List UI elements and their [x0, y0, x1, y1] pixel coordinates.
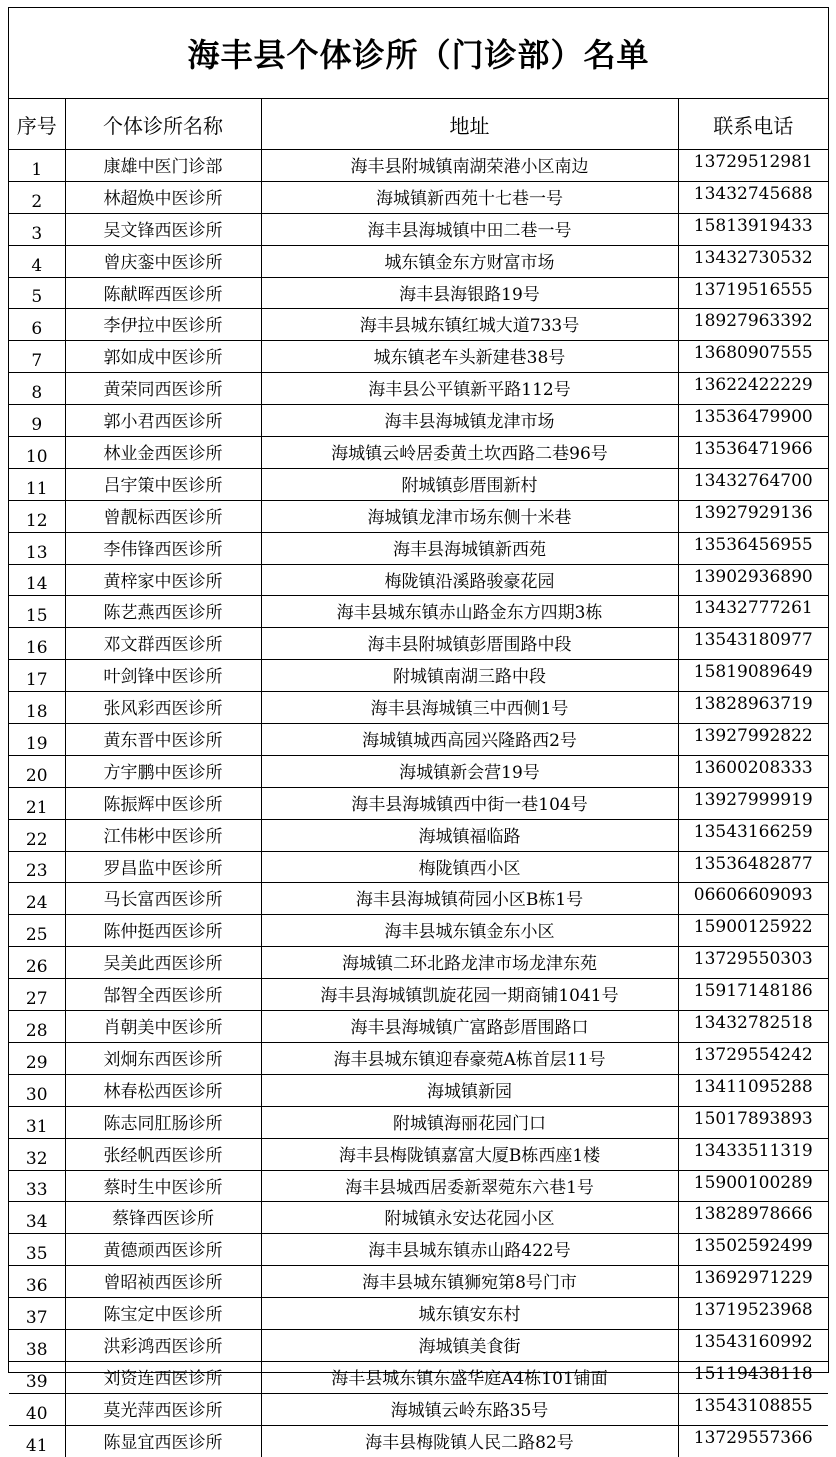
table-row	[9, 1266, 828, 1298]
page-title: 海丰县个体诊所（门诊部）名单	[9, 8, 828, 99]
row-no: 23	[9, 851, 65, 883]
row-phone: 13536456955	[678, 532, 828, 564]
row-clinic-name: 曾靓标西医诊所	[65, 500, 261, 532]
row-phone: 13622422229	[678, 373, 828, 405]
row-address: 海丰县附城镇彭厝围路中段	[261, 628, 678, 660]
row-address: 海丰县海城镇三中西侧1号	[261, 692, 678, 724]
header-name: 个体诊所名称	[65, 99, 261, 150]
clinic-list-sheet	[8, 7, 829, 1456]
row-clinic-name: 陈志同肛肠诊所	[65, 1106, 261, 1138]
row-address: 海丰县城东镇赤山路金东方四期3栋	[261, 596, 678, 628]
table-row	[9, 660, 828, 692]
row-phone: 15813919433	[678, 213, 828, 245]
table-row	[9, 1393, 828, 1425]
row-clinic-name: 陈仲挺西医诊所	[65, 915, 261, 947]
row-address: 城东镇安东村	[261, 1298, 678, 1330]
row-no: 14	[9, 564, 65, 596]
row-no: 33	[9, 1170, 65, 1202]
row-no: 22	[9, 819, 65, 851]
table-row	[9, 150, 828, 182]
row-clinic-name: 张风彩西医诊所	[65, 692, 261, 724]
table-row	[9, 500, 828, 532]
row-clinic-name: 吴文锋西医诊所	[65, 213, 261, 245]
row-phone: 13543166259	[678, 819, 828, 851]
row-phone: 13433511319	[678, 1138, 828, 1170]
table-row	[9, 245, 828, 277]
row-phone: 13543180977	[678, 628, 828, 660]
row-address: 海丰县海城镇新西苑	[261, 532, 678, 564]
row-clinic-name: 罗昌监中医诊所	[65, 851, 261, 883]
row-no: 15	[9, 596, 65, 628]
row-phone: 13543160992	[678, 1329, 828, 1361]
row-address: 海城镇城西高园兴隆路西2号	[261, 724, 678, 756]
row-phone: 13536482877	[678, 851, 828, 883]
row-address: 附城镇南湖三路中段	[261, 660, 678, 692]
row-phone: 15917148186	[678, 979, 828, 1011]
row-clinic-name: 陈宝定中医诊所	[65, 1298, 261, 1330]
row-phone: 13927929136	[678, 500, 828, 532]
table-row	[9, 277, 828, 309]
row-no: 18	[9, 692, 65, 724]
row-no: 17	[9, 660, 65, 692]
row-phone: 13432730532	[678, 245, 828, 277]
row-no: 5	[9, 277, 65, 309]
row-clinic-name: 肖朝美中医诊所	[65, 1011, 261, 1043]
row-address: 城东镇老车头新建巷38号	[261, 341, 678, 373]
row-phone: 13729554242	[678, 1042, 828, 1074]
table-row	[9, 1138, 828, 1170]
table-row	[9, 564, 828, 596]
row-phone: 13432782518	[678, 1011, 828, 1043]
row-clinic-name: 刘资连西医诊所	[65, 1361, 261, 1393]
row-address: 附城镇彭厝围新村	[261, 468, 678, 500]
row-clinic-name: 莫光萍西医诊所	[65, 1393, 261, 1425]
row-address: 梅陇镇西小区	[261, 851, 678, 883]
row-clinic-name: 康雄中医门诊部	[65, 150, 261, 182]
row-clinic-name: 曾昭祯西医诊所	[65, 1266, 261, 1298]
row-no: 20	[9, 755, 65, 787]
row-no: 34	[9, 1202, 65, 1234]
row-clinic-name: 陈振辉中医诊所	[65, 787, 261, 819]
row-clinic-name: 郭小君西医诊所	[65, 405, 261, 437]
table-row	[9, 468, 828, 500]
row-address: 海丰县海城镇广富路彭厝围路口	[261, 1011, 678, 1043]
row-address: 海城镇云岭东路35号	[261, 1393, 678, 1425]
row-no: 31	[9, 1106, 65, 1138]
row-address: 附城镇永安达花园小区	[261, 1202, 678, 1234]
row-no: 35	[9, 1234, 65, 1266]
row-phone: 13600208333	[678, 755, 828, 787]
table-row	[9, 883, 828, 915]
row-no: 39	[9, 1361, 65, 1393]
row-phone: 15900100289	[678, 1170, 828, 1202]
table-row	[9, 1425, 828, 1456]
row-address: 海丰县海城镇荷园小区B栋1号	[261, 883, 678, 915]
row-clinic-name: 李伊拉中医诊所	[65, 309, 261, 341]
row-phone: 15819089649	[678, 660, 828, 692]
row-no: 24	[9, 883, 65, 915]
row-clinic-name: 邓文群西医诊所	[65, 628, 261, 660]
row-address: 海城镇云岭居委黄土坎西路二巷96号	[261, 437, 678, 469]
row-clinic-name: 李伟锋西医诊所	[65, 532, 261, 564]
row-no: 29	[9, 1042, 65, 1074]
row-no: 21	[9, 787, 65, 819]
row-clinic-name: 洪彩鸿西医诊所	[65, 1329, 261, 1361]
row-clinic-name: 吕宇策中医诊所	[65, 468, 261, 500]
row-phone: 06606609093	[678, 883, 828, 915]
row-no: 19	[9, 724, 65, 756]
row-address: 海丰县城西居委新翠菀东六巷1号	[261, 1170, 678, 1202]
row-address: 海城镇二环北路龙津市场龙津东苑	[261, 947, 678, 979]
row-address: 海丰县附城镇南湖荣港小区南边	[261, 150, 678, 182]
row-clinic-name: 张经帆西医诊所	[65, 1138, 261, 1170]
table-row	[9, 373, 828, 405]
row-phone: 18927963392	[678, 309, 828, 341]
row-no: 12	[9, 500, 65, 532]
row-clinic-name: 叶剑锋中医诊所	[65, 660, 261, 692]
table-row	[9, 1298, 828, 1330]
row-no: 32	[9, 1138, 65, 1170]
clinic-table	[9, 99, 828, 1457]
row-address: 海丰县城东镇狮宛第8号门市	[261, 1266, 678, 1298]
row-address: 城东镇金东方财富市场	[261, 245, 678, 277]
row-address: 海城镇新园	[261, 1074, 678, 1106]
table-row	[9, 596, 828, 628]
table-row	[9, 947, 828, 979]
row-no: 16	[9, 628, 65, 660]
row-no: 37	[9, 1298, 65, 1330]
table-row	[9, 1202, 828, 1234]
table-row	[9, 1074, 828, 1106]
row-no: 36	[9, 1266, 65, 1298]
row-no: 1	[9, 150, 65, 182]
row-clinic-name: 林业金西医诊所	[65, 437, 261, 469]
table-row	[9, 1106, 828, 1138]
row-clinic-name: 黄梓家中医诊所	[65, 564, 261, 596]
row-no: 11	[9, 468, 65, 500]
row-no: 9	[9, 405, 65, 437]
row-phone: 13432777261	[678, 596, 828, 628]
row-phone: 13432745688	[678, 181, 828, 213]
row-phone: 13828978666	[678, 1202, 828, 1234]
row-address: 海丰县城东镇东盛华庭A4栋101铺面	[261, 1361, 678, 1393]
row-phone: 13729550303	[678, 947, 828, 979]
row-phone: 13411095288	[678, 1074, 828, 1106]
row-phone: 15119438118	[678, 1361, 828, 1393]
row-phone: 15017893893	[678, 1106, 828, 1138]
row-clinic-name: 陈显宜西医诊所	[65, 1425, 261, 1456]
row-no: 26	[9, 947, 65, 979]
row-clinic-name: 郜智全西医诊所	[65, 979, 261, 1011]
row-address: 海丰县海城镇中田二巷一号	[261, 213, 678, 245]
row-clinic-name: 蔡时生中医诊所	[65, 1170, 261, 1202]
row-clinic-name: 陈艺燕西医诊所	[65, 596, 261, 628]
row-no: 4	[9, 245, 65, 277]
row-phone: 13729557366	[678, 1425, 828, 1456]
row-phone: 13927992822	[678, 724, 828, 756]
row-clinic-name: 黄东晋中医诊所	[65, 724, 261, 756]
header-address: 地址	[261, 99, 678, 150]
table-row	[9, 724, 828, 756]
table-row	[9, 628, 828, 660]
table-row	[9, 532, 828, 564]
row-address: 海丰县海城镇凯旋花园一期商铺1041号	[261, 979, 678, 1011]
row-no: 30	[9, 1074, 65, 1106]
table-row	[9, 181, 828, 213]
header-no: 序号	[9, 99, 65, 150]
table-row	[9, 1329, 828, 1361]
row-clinic-name: 曾庆銮中医诊所	[65, 245, 261, 277]
row-phone: 13927999919	[678, 787, 828, 819]
table-row	[9, 1011, 828, 1043]
row-clinic-name: 郭如成中医诊所	[65, 341, 261, 373]
table-row	[9, 979, 828, 1011]
row-no: 40	[9, 1393, 65, 1425]
table-body	[9, 150, 828, 1457]
row-address: 海丰县城东镇金东小区	[261, 915, 678, 947]
row-clinic-name: 吴美此西医诊所	[65, 947, 261, 979]
row-phone: 13729512981	[678, 150, 828, 182]
row-phone: 13719523968	[678, 1298, 828, 1330]
row-address: 海丰县海城镇西中街一巷104号	[261, 787, 678, 819]
table-row	[9, 405, 828, 437]
table-row	[9, 1361, 828, 1393]
row-phone: 13680907555	[678, 341, 828, 373]
row-clinic-name: 江伟彬中医诊所	[65, 819, 261, 851]
row-clinic-name: 刘炯东西医诊所	[65, 1042, 261, 1074]
table-row	[9, 437, 828, 469]
row-address: 海丰县海银路19号	[261, 277, 678, 309]
row-address: 海丰县城东镇赤山路422号	[261, 1234, 678, 1266]
row-address: 海丰县城东镇迎春豪菀A栋首层11号	[261, 1042, 678, 1074]
row-no: 2	[9, 181, 65, 213]
row-no: 7	[9, 341, 65, 373]
row-phone: 13719516555	[678, 277, 828, 309]
table-row	[9, 692, 828, 724]
table-row	[9, 755, 828, 787]
row-phone: 13828963719	[678, 692, 828, 724]
table-row	[9, 1170, 828, 1202]
row-address: 海丰县梅陇镇人民二路82号	[261, 1425, 678, 1456]
row-address: 海丰县梅陇镇嘉富大厦B栋西座1楼	[261, 1138, 678, 1170]
row-clinic-name: 黄荣同西医诊所	[65, 373, 261, 405]
row-address: 海城镇龙津市场东侧十米巷	[261, 500, 678, 532]
table-header-row	[9, 99, 828, 150]
row-no: 27	[9, 979, 65, 1011]
row-no: 10	[9, 437, 65, 469]
row-clinic-name: 林春松西医诊所	[65, 1074, 261, 1106]
row-address: 海城镇美食街	[261, 1329, 678, 1361]
row-phone: 13543108855	[678, 1393, 828, 1425]
row-clinic-name: 黄德顽西医诊所	[65, 1234, 261, 1266]
row-phone: 13536471966	[678, 437, 828, 469]
row-phone: 13902936890	[678, 564, 828, 596]
row-phone: 13536479900	[678, 405, 828, 437]
row-no: 28	[9, 1011, 65, 1043]
row-clinic-name: 方宇鹏中医诊所	[65, 755, 261, 787]
row-phone: 13432764700	[678, 468, 828, 500]
row-clinic-name: 林超焕中医诊所	[65, 181, 261, 213]
table-row	[9, 1234, 828, 1266]
row-address: 海丰县海城镇龙津市场	[261, 405, 678, 437]
row-no: 38	[9, 1329, 65, 1361]
row-no: 6	[9, 309, 65, 341]
row-address: 附城镇海丽花园门口	[261, 1106, 678, 1138]
table-row	[9, 341, 828, 373]
row-address: 海城镇福临路	[261, 819, 678, 851]
table-row	[9, 1042, 828, 1074]
table-row	[9, 915, 828, 947]
row-clinic-name: 蔡锋西医诊所	[65, 1202, 261, 1234]
table-row	[9, 851, 828, 883]
row-address: 梅陇镇沿溪路骏豪花园	[261, 564, 678, 596]
row-clinic-name: 马长富西医诊所	[65, 883, 261, 915]
table-row	[9, 819, 828, 851]
table-row	[9, 787, 828, 819]
row-address: 海城镇新西苑十七巷一号	[261, 181, 678, 213]
row-address: 海丰县公平镇新平路112号	[261, 373, 678, 405]
header-phone: 联系电话	[678, 99, 828, 150]
row-phone: 13692971229	[678, 1266, 828, 1298]
row-address: 海丰县城东镇红城大道733号	[261, 309, 678, 341]
row-address: 海城镇新会营19号	[261, 755, 678, 787]
row-clinic-name: 陈献晖西医诊所	[65, 277, 261, 309]
row-no: 41	[9, 1425, 65, 1456]
row-no: 13	[9, 532, 65, 564]
row-phone: 13502592499	[678, 1234, 828, 1266]
row-no: 25	[9, 915, 65, 947]
row-no: 8	[9, 373, 65, 405]
row-phone: 15900125922	[678, 915, 828, 947]
row-no: 3	[9, 213, 65, 245]
table-row	[9, 213, 828, 245]
table-row	[9, 309, 828, 341]
